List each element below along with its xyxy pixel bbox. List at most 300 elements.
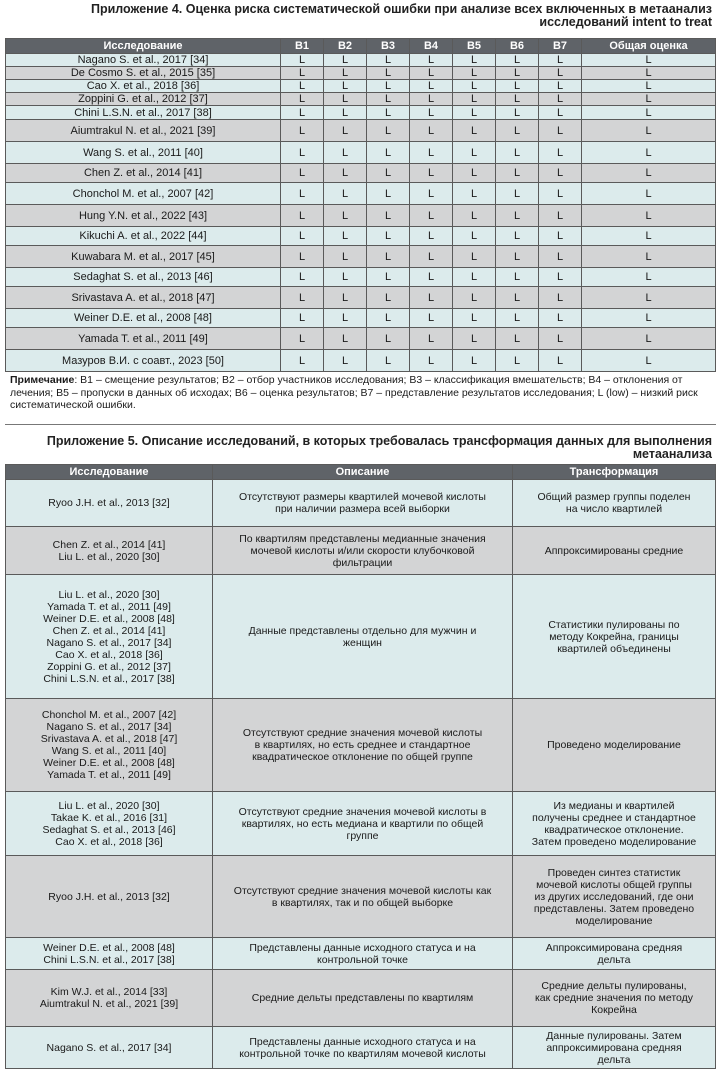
risk-score-cell: L <box>539 268 582 287</box>
study-name: Weiner D.E. et al., 2008 [48] <box>43 612 175 625</box>
risk-score-cell: L <box>410 287 453 309</box>
risk-score-cell: L <box>496 54 539 67</box>
risk-score-cell: L <box>453 287 496 309</box>
risk-score-cell: L <box>324 309 367 328</box>
study-cell <box>6 480 213 527</box>
transformation-line: Аппроксимирована средняя <box>545 941 683 954</box>
study-name: Nagano S. et al., 2017 [34] <box>46 1041 172 1054</box>
risk-score-cell: L <box>453 93 496 106</box>
description-line: Представлены данные исходного статуса и на <box>249 941 476 954</box>
transformation-line: мочевой кислоты общей группы <box>536 878 692 891</box>
risk-score-cell: L <box>582 67 716 80</box>
description-line: Отсутствуют средние значения мочевой кислоты как <box>233 884 492 897</box>
risk-score-cell: L <box>324 142 367 164</box>
study-name: Weiner D.E. et al., 2008 [48] <box>43 757 175 769</box>
risk-score-cell: L <box>281 287 324 309</box>
study-name: Cao X. et al., 2018 [36] <box>55 648 163 661</box>
transformation-line: из других исследований, где они <box>534 890 694 903</box>
risk-score-cell: L <box>582 268 716 287</box>
data-transformation-table <box>5 464 716 1069</box>
description-cell <box>213 575 513 699</box>
risk-score-cell: L <box>367 80 410 93</box>
table-row <box>6 575 716 699</box>
description-line: при наличии размера всей выборки <box>275 503 450 515</box>
risk-score-cell: L <box>496 309 539 328</box>
risk-score-cell: L <box>496 350 539 372</box>
study-name: Nagano S. et al., 2017 [34] <box>46 636 172 649</box>
risk-score-cell: L <box>410 93 453 106</box>
table-row <box>6 328 716 350</box>
risk-score-cell: L <box>453 67 496 80</box>
appendix4-caption-line1: Приложение 4. Оценка риска систематической ошибки при анализе всех включенных в метаанализ <box>90 2 712 16</box>
risk-score-cell: L <box>539 93 582 106</box>
table-row <box>6 792 716 856</box>
risk-score-cell: L <box>367 328 410 350</box>
risk-score-cell: L <box>367 287 410 309</box>
column-header-b6: B6 <box>496 39 539 54</box>
transformation-line: представлены. Затем проведено <box>533 902 695 915</box>
study-name: Weiner D.E. et al., 2008 [48] <box>43 941 175 954</box>
risk-score-cell: L <box>453 80 496 93</box>
description-cell <box>213 480 513 527</box>
description-line: группе <box>346 829 379 842</box>
transformation-line: Проведено моделирование <box>547 739 681 751</box>
description-line: По квартилям представлены медианные значения <box>239 532 486 545</box>
table-row <box>6 970 716 1027</box>
risk-score-cell: L <box>539 227 582 246</box>
risk-score-cell: L <box>281 93 324 106</box>
risk-score-cell: L <box>496 106 539 120</box>
study-cell <box>6 527 213 575</box>
study-name: Chonchol M. et al., 2007 [42] <box>41 709 177 721</box>
risk-of-bias-table <box>5 38 716 372</box>
risk-score-cell: L <box>539 287 582 309</box>
risk-score-cell: L <box>453 328 496 350</box>
study-name: Chini L.S.N. et al., 2017 [38] <box>43 672 175 685</box>
description-line: Отсутствуют размеры квартилей мочевой кислоты <box>239 491 486 503</box>
study-cell: Aiumtrakul N. et al., 2021 [39] <box>6 120 281 142</box>
study-name: Chini L.S.N. et al., 2017 [38] <box>43 953 175 966</box>
risk-score-cell: L <box>582 183 716 205</box>
section-divider <box>5 424 716 425</box>
appendix5-caption-line1: Приложение 5. Описание исследований, в которых требовалась трансформация данных для выполнения <box>46 434 712 448</box>
transformation-line: моделирование <box>575 914 653 927</box>
table-row <box>6 287 716 309</box>
study-cell: Мазуров В.И. с соавт., 2023 [50] <box>6 350 281 372</box>
risk-score-cell: L <box>496 142 539 164</box>
description-line: фильтрации <box>332 556 393 569</box>
description-line: Средние дельты представлены по квартилям <box>251 992 474 1004</box>
risk-score-cell: L <box>410 54 453 67</box>
study-name: Kim W.J. et al., 2014 [33] <box>50 986 168 998</box>
column-header-b1: B1 <box>281 39 324 54</box>
table-row <box>6 527 716 575</box>
risk-score-cell: L <box>582 106 716 120</box>
risk-score-cell: L <box>582 309 716 328</box>
appendix4-caption <box>91 3 712 29</box>
transformation-line: дельта <box>597 1053 631 1066</box>
table-row <box>6 80 716 93</box>
risk-score-cell: L <box>496 287 539 309</box>
study-cell: Wang S. et al., 2011 [40] <box>6 142 281 164</box>
table-row <box>6 142 716 164</box>
risk-score-cell: L <box>367 183 410 205</box>
risk-score-cell: L <box>367 205 410 227</box>
description-line: квадратическое отклонение по общей группе <box>252 751 473 763</box>
table-row <box>6 93 716 106</box>
study-cell <box>6 938 213 970</box>
study-name: Yamada T. et al., 2011 [49] <box>47 769 171 781</box>
study-cell: Chini L.S.N. et al., 2017 [38] <box>6 106 281 120</box>
risk-score-cell: L <box>324 54 367 67</box>
column-header-b7: B7 <box>539 39 582 54</box>
risk-score-cell: L <box>367 268 410 287</box>
transformation-cell <box>513 575 716 699</box>
study-name: Liu L. et al., 2020 [30] <box>58 588 160 601</box>
column-header-общая оценка: Общая оценка <box>582 39 716 54</box>
transformation-line: Затем проведено моделирование <box>531 835 697 848</box>
risk-score-cell: L <box>367 120 410 142</box>
risk-score-cell: L <box>367 93 410 106</box>
risk-score-cell: L <box>324 205 367 227</box>
risk-score-cell: L <box>410 67 453 80</box>
transformation-cell <box>513 970 716 1027</box>
table-row <box>6 268 716 287</box>
risk-score-cell: L <box>410 227 453 246</box>
transformation-line: как средние значения по методу <box>534 992 694 1004</box>
risk-score-cell: L <box>324 80 367 93</box>
risk-score-cell: L <box>582 164 716 183</box>
study-cell <box>6 575 213 699</box>
risk-score-cell: L <box>410 205 453 227</box>
transformation-line: получены среднее и стандартное <box>532 811 696 824</box>
study-cell: Weiner D.E. et al., 2008 [48] <box>6 309 281 328</box>
risk-score-cell: L <box>582 350 716 372</box>
risk-score-cell: L <box>281 142 324 164</box>
risk-score-cell: L <box>281 328 324 350</box>
risk-score-cell: L <box>281 205 324 227</box>
transformation-cell <box>513 527 716 575</box>
table-row <box>6 205 716 227</box>
study-cell: Kikuchi A. et al., 2022 [44] <box>6 227 281 246</box>
description-line: Отсутствуют средние значения мочевой кислоты <box>242 727 483 739</box>
risk-score-cell: L <box>324 183 367 205</box>
risk-score-cell: L <box>539 120 582 142</box>
risk-score-cell: L <box>539 54 582 67</box>
risk-score-cell: L <box>324 120 367 142</box>
study-cell: Chonchol M. et al., 2007 [42] <box>6 183 281 205</box>
study-name: Liu L. et al., 2020 [30] <box>58 550 160 563</box>
transformation-line: Данные пулированы. Затем <box>546 1029 682 1042</box>
transformation-line: Из медианы и квартилей <box>553 799 675 812</box>
risk-score-cell: L <box>367 164 410 183</box>
transformation-line: Аппроксимированы средние <box>544 544 684 557</box>
table-row <box>6 54 716 67</box>
study-cell <box>6 970 213 1027</box>
risk-score-cell: L <box>281 106 324 120</box>
table-row <box>6 1027 716 1069</box>
study-cell: Yamada T. et al., 2011 [49] <box>6 328 281 350</box>
risk-score-cell: L <box>281 227 324 246</box>
table-row <box>6 183 716 205</box>
appendix5-caption-line2: метаанализа <box>632 447 712 461</box>
risk-score-cell: L <box>367 246 410 268</box>
risk-score-cell: L <box>453 183 496 205</box>
appendix4-note <box>10 374 710 412</box>
risk-score-cell: L <box>453 142 496 164</box>
risk-score-cell: L <box>281 183 324 205</box>
study-name: Nagano S. et al., 2017 [34] <box>46 721 172 733</box>
transformation-line: Общий размер группы поделен <box>537 491 691 503</box>
risk-score-cell: L <box>496 268 539 287</box>
risk-score-cell: L <box>539 350 582 372</box>
risk-score-cell: L <box>496 80 539 93</box>
risk-score-cell: L <box>539 80 582 93</box>
risk-score-cell: L <box>496 164 539 183</box>
table-row <box>6 480 716 527</box>
risk-score-cell: L <box>367 309 410 328</box>
risk-score-cell: L <box>582 120 716 142</box>
risk-score-cell: L <box>496 67 539 80</box>
description-line: контрольной точке по квартилям мочевой кислоты <box>239 1047 486 1060</box>
transformation-line: аппроксимирована средняя <box>546 1041 682 1054</box>
risk-score-cell: L <box>539 328 582 350</box>
risk-score-cell: L <box>281 120 324 142</box>
risk-score-cell: L <box>324 350 367 372</box>
study-cell: Nagano S. et al., 2017 [34] <box>6 54 281 67</box>
study-name: Chen Z. et al., 2014 [41] <box>52 538 166 551</box>
risk-score-cell: L <box>367 54 410 67</box>
description-cell <box>213 856 513 938</box>
transformation-cell <box>513 856 716 938</box>
risk-score-cell: L <box>324 93 367 106</box>
risk-score-cell: L <box>453 164 496 183</box>
description-cell <box>213 699 513 792</box>
transformation-line: на число квартилей <box>565 503 663 515</box>
risk-score-cell: L <box>324 246 367 268</box>
risk-score-cell: L <box>410 80 453 93</box>
risk-score-cell: L <box>281 164 324 183</box>
description-cell <box>213 1027 513 1069</box>
risk-score-cell: L <box>410 350 453 372</box>
risk-score-cell: L <box>281 67 324 80</box>
risk-score-cell: L <box>539 183 582 205</box>
risk-score-cell: L <box>410 183 453 205</box>
risk-score-cell: L <box>453 120 496 142</box>
risk-score-cell: L <box>582 328 716 350</box>
risk-score-cell: L <box>453 309 496 328</box>
table-row <box>6 856 716 938</box>
transformation-cell <box>513 480 716 527</box>
description-cell <box>213 938 513 970</box>
study-name: Zoppini G. et al., 2012 [37] <box>47 660 171 673</box>
table-row <box>6 246 716 268</box>
description-cell <box>213 792 513 856</box>
risk-score-cell: L <box>582 227 716 246</box>
column-header-b5: B5 <box>453 39 496 54</box>
risk-score-cell: L <box>367 106 410 120</box>
risk-score-cell: L <box>453 227 496 246</box>
risk-score-cell: L <box>410 106 453 120</box>
risk-score-cell: L <box>410 142 453 164</box>
description-cell <box>213 970 513 1027</box>
risk-score-cell: L <box>496 183 539 205</box>
study-cell: Sedaghat S. et al., 2013 [46] <box>6 268 281 287</box>
description-line: Данные представлены отдельно для мужчин и <box>248 624 477 637</box>
transformation-line: Кокрейна <box>591 1004 637 1016</box>
risk-score-cell: L <box>410 268 453 287</box>
study-name: Aiumtrakul N. et al., 2021 [39] <box>39 998 179 1010</box>
transformation-line: дельта <box>597 953 631 966</box>
risk-score-cell: L <box>281 246 324 268</box>
risk-score-cell: L <box>281 54 324 67</box>
study-name: Cao X. et al., 2018 [36] <box>55 835 163 848</box>
risk-score-cell: L <box>582 54 716 67</box>
risk-score-cell: L <box>539 309 582 328</box>
transformation-cell <box>513 699 716 792</box>
appendix4-caption-line2: исследований intent to treat <box>539 15 712 29</box>
risk-score-cell: L <box>539 246 582 268</box>
study-cell: Cao X. et al., 2018 [36] <box>6 80 281 93</box>
risk-score-cell: L <box>539 142 582 164</box>
description-line: в квартилях, так и по общей выборке <box>271 896 454 909</box>
transformation-line: квадратическое отклонение. <box>544 823 684 836</box>
table-row <box>6 699 716 792</box>
study-name: Ryoo J.H. et al., 2013 [32] <box>48 890 170 903</box>
risk-score-cell: L <box>453 54 496 67</box>
study-cell <box>6 699 213 792</box>
risk-score-cell: L <box>367 67 410 80</box>
risk-score-cell: L <box>539 67 582 80</box>
transformation-line: квартилей объединены <box>557 642 671 655</box>
risk-score-cell: L <box>496 93 539 106</box>
study-name: Yamada T. et al., 2011 [49] <box>47 600 171 613</box>
risk-score-cell: L <box>453 246 496 268</box>
risk-score-cell: L <box>582 93 716 106</box>
transformation-line: методу Кокрейна, границы <box>549 630 679 643</box>
transformation-cell <box>513 1027 716 1069</box>
risk-score-cell: L <box>539 164 582 183</box>
risk-score-cell: L <box>539 205 582 227</box>
description-line: женщин <box>343 636 382 649</box>
risk-score-cell: L <box>324 67 367 80</box>
study-cell: De Cosmo S. et al., 2015 [35] <box>6 67 281 80</box>
description-line: в квартилях, но есть среднее и стандартное <box>254 739 471 751</box>
risk-score-cell: L <box>324 106 367 120</box>
transformation-line: Средние дельты пулированы, <box>541 980 687 992</box>
description-line: контрольной точке <box>317 953 408 966</box>
risk-score-cell: L <box>453 268 496 287</box>
study-cell: Hung Y.N. et al., 2022 [43] <box>6 205 281 227</box>
risk-score-cell: L <box>324 268 367 287</box>
column-header-b2: B2 <box>324 39 367 54</box>
risk-score-cell: L <box>281 309 324 328</box>
risk-score-cell: L <box>410 120 453 142</box>
description-line: квартилях, но есть медиана и квартили по общей <box>241 817 484 830</box>
risk-score-cell: L <box>582 205 716 227</box>
risk-score-cell: L <box>281 350 324 372</box>
risk-score-cell: L <box>281 80 324 93</box>
column-header-transformation: Трансформация <box>513 465 716 480</box>
risk-score-cell: L <box>453 106 496 120</box>
study-cell <box>6 1027 213 1069</box>
table-row <box>6 227 716 246</box>
risk-score-cell: L <box>496 205 539 227</box>
transformation-line: Статистики пулированы по <box>548 618 680 631</box>
risk-score-cell: L <box>324 164 367 183</box>
table-header-row <box>6 39 716 54</box>
table-row <box>6 938 716 970</box>
table-row <box>6 106 716 120</box>
description-cell <box>213 527 513 575</box>
risk-score-cell: L <box>453 205 496 227</box>
risk-score-cell: L <box>324 328 367 350</box>
risk-score-cell: L <box>410 328 453 350</box>
transformation-cell <box>513 938 716 970</box>
table-row <box>6 120 716 142</box>
risk-score-cell: L <box>367 227 410 246</box>
risk-score-cell: L <box>324 287 367 309</box>
study-name: Sedaghat S. et al., 2013 [46] <box>42 823 176 836</box>
description-line: Отсутствуют средние значения мочевой кислоты в <box>238 805 487 818</box>
study-name: Liu L. et al., 2020 [30] <box>58 799 160 812</box>
risk-score-cell: L <box>410 309 453 328</box>
risk-score-cell: L <box>496 227 539 246</box>
table-row <box>6 67 716 80</box>
risk-score-cell: L <box>367 350 410 372</box>
table-row <box>6 164 716 183</box>
column-header-b3: B3 <box>367 39 410 54</box>
risk-score-cell: L <box>539 106 582 120</box>
note-label: Примечание <box>10 374 75 386</box>
study-cell: Chen Z. et al., 2014 [41] <box>6 164 281 183</box>
risk-score-cell: L <box>582 142 716 164</box>
study-name: Ryoo J.H. et al., 2013 [32] <box>48 497 170 509</box>
study-cell: Srivastava A. et al., 2018 [47] <box>6 287 281 309</box>
transformation-cell <box>513 792 716 856</box>
risk-score-cell: L <box>410 164 453 183</box>
column-header-description: Описание <box>213 465 513 480</box>
study-cell: Zoppini G. et al., 2012 [37] <box>6 93 281 106</box>
risk-score-cell: L <box>496 120 539 142</box>
study-name: Chen Z. et al., 2014 [41] <box>52 624 166 637</box>
risk-score-cell: L <box>582 80 716 93</box>
column-header-b4: B4 <box>410 39 453 54</box>
risk-score-cell: L <box>410 246 453 268</box>
description-line: Представлены данные исходного статуса и на <box>249 1035 476 1048</box>
transformation-line: Проведен синтез статистик <box>547 866 681 879</box>
study-cell <box>6 856 213 938</box>
table-header-row <box>6 465 716 480</box>
risk-score-cell: L <box>324 227 367 246</box>
table-row <box>6 350 716 372</box>
note-text: : В1 – смещение результатов; В2 – отбор участников исследования; В3 – классификация вмешательств; В4 – отклонения от лечения; В5 – пропуски в данных об исходах; В6 – оценка результатов; В7 – представление результатов исследования; L (low) – низкий риск систематической ошибки. <box>10 374 698 411</box>
study-name: Wang S. et al., 2011 [40] <box>51 745 167 757</box>
study-cell <box>6 792 213 856</box>
column-header-study: Исследование <box>6 39 281 54</box>
risk-score-cell: L <box>281 268 324 287</box>
appendix5-caption <box>47 435 712 461</box>
description-line: мочевой кислоты и/или скорости клубочковой <box>250 544 475 557</box>
study-name: Srivastava A. et al., 2018 [47] <box>40 733 178 745</box>
column-header-study: Исследование <box>6 465 213 480</box>
risk-score-cell: L <box>496 246 539 268</box>
risk-score-cell: L <box>496 328 539 350</box>
risk-score-cell: L <box>582 287 716 309</box>
study-name: Takae K. et al., 2016 [31] <box>50 811 168 824</box>
risk-score-cell: L <box>367 142 410 164</box>
risk-score-cell: L <box>453 350 496 372</box>
